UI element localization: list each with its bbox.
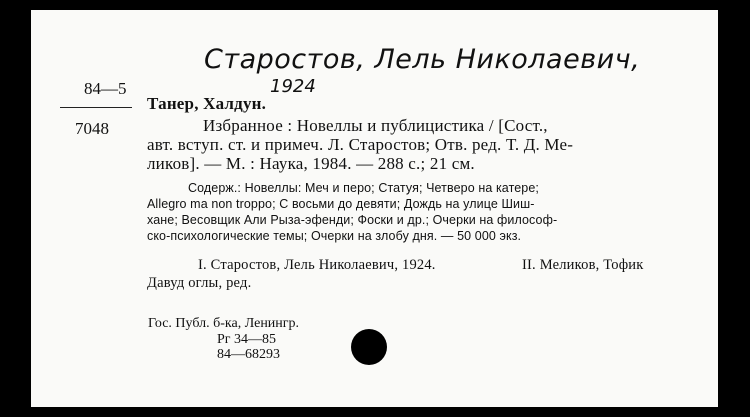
contents-line-3: хане; Весовщик Али Рыза-эфенди; Фоски и др.; Очерки на философ- [147,213,558,227]
entry-body-line-3: ликов]. — М. : Наука, 1984. — 288 с.; 21 см. [147,154,475,173]
entry-author: Танер, Халдун. [147,94,267,113]
contents-line-2: Allegro ma non troppo; С восьми до девяти; Дождь на улице Шиш- [147,197,535,211]
contents-line-1: Содерж.: Новеллы: Меч и перо; Статуя; Четверо на катере; [188,181,539,195]
class-code-top: 84—5 [84,79,127,98]
punch-hole [351,329,387,365]
contents-line-4: ско-психологические темы; Очерки на злобу дня. — 50 000 экз. [147,229,522,243]
handwritten-name: Старостов, Лель Николаевич, [204,44,641,75]
class-code-bottom: 7048 [75,119,109,138]
library-code-2: 84—68293 [217,347,280,362]
added-entry-1: I. Старостов, Лель Николаевич, 1924. [198,257,436,273]
added-entry-2-cont: Давуд оглы, ред. [147,275,252,291]
entry-body-line-1: Избранное : Новеллы и публицистика / [Сост., [203,116,548,135]
library-code-1: Рг 34—85 [217,332,277,347]
handwritten-year: 1924 [270,76,316,97]
class-code-divider [60,107,132,108]
added-entry-2: II. Меликов, Тофик [522,257,644,273]
entry-body-line-2: авт. вступ. ст. и примеч. Л. Старостов; Отв. ред. Т. Д. Ме- [147,135,574,154]
library-name: Гос. Публ. б-ка, Ленингр. [148,316,300,331]
